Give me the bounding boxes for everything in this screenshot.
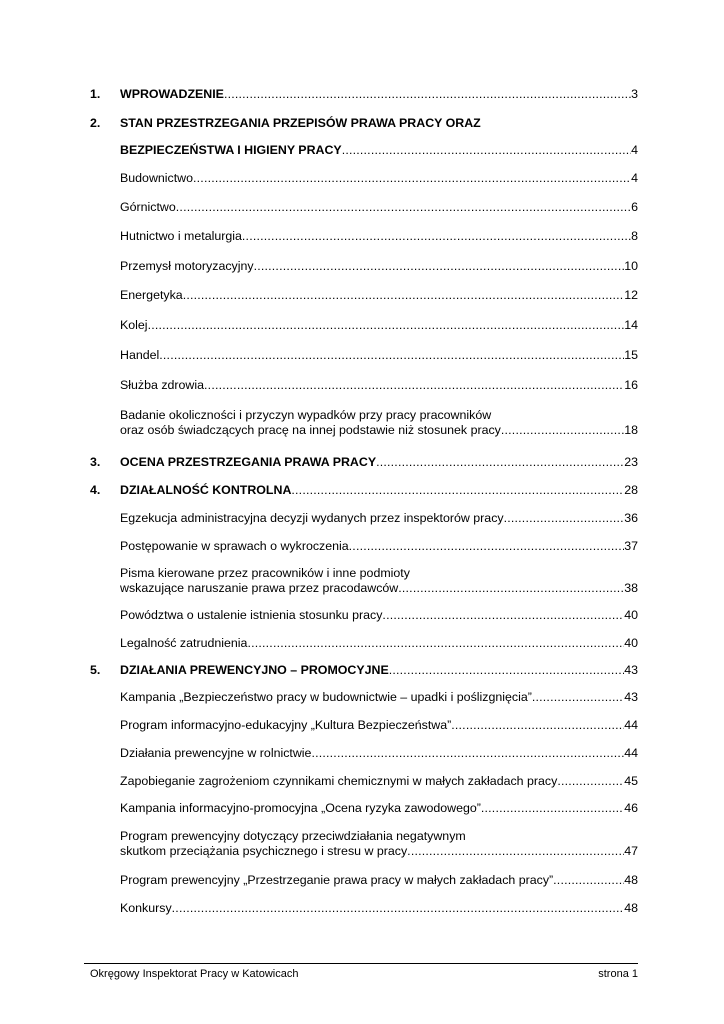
toc-leader-dots bbox=[204, 378, 624, 393]
toc-page-number: 43 bbox=[624, 663, 638, 677]
toc-page-number: 40 bbox=[624, 608, 638, 622]
toc-leader-dots bbox=[148, 318, 625, 333]
toc-page-number: 28 bbox=[624, 483, 638, 497]
toc-entry[interactable] bbox=[90, 774, 638, 789]
toc-entry[interactable] bbox=[90, 378, 638, 393]
toc-entry[interactable] bbox=[90, 690, 638, 705]
toc-page-number: 10 bbox=[624, 259, 638, 273]
toc-entry[interactable] bbox=[90, 288, 638, 303]
toc-entry[interactable] bbox=[90, 636, 638, 651]
toc-page-number: 4 bbox=[631, 171, 638, 185]
toc-entry-number: 3. bbox=[90, 455, 101, 469]
toc-entry[interactable] bbox=[90, 663, 638, 678]
toc-leader-dots bbox=[183, 288, 625, 303]
toc-entry-title: oraz osób świadczących pracę na innej podstawie niż stosunek pracy bbox=[120, 423, 501, 437]
toc-entry-title: skutkom przeciążania psychicznego i stresu w pracy bbox=[120, 844, 408, 858]
toc-entry-title: Program prewencyjny „Przestrzeganie prawa pracy w małych zakładach pracy” bbox=[120, 873, 554, 887]
toc-leader-dots bbox=[553, 873, 624, 888]
toc-leader-dots bbox=[382, 608, 624, 623]
toc-leader-dots bbox=[407, 844, 624, 859]
footer-page-number: strona 1 bbox=[598, 968, 638, 980]
toc-entry[interactable] bbox=[90, 408, 638, 438]
toc-page-number: 40 bbox=[624, 636, 638, 650]
toc-entry[interactable] bbox=[90, 200, 638, 215]
toc-entry-title: Górnictwo bbox=[120, 200, 176, 214]
toc-leader-dots bbox=[159, 348, 624, 363]
toc-entry-number: 5. bbox=[90, 663, 101, 677]
toc-entry[interactable] bbox=[90, 873, 638, 888]
toc-page-number: 6 bbox=[631, 200, 638, 214]
toc-entry[interactable] bbox=[90, 483, 638, 498]
toc-leader-dots bbox=[532, 690, 624, 705]
toc-entry-title: Handel bbox=[120, 348, 160, 362]
toc-entry-title: DZIAŁALNOŚĆ KONTROLNA bbox=[120, 483, 292, 497]
toc-entry-title: Legalność zatrudnienia bbox=[120, 636, 248, 650]
toc-entry-number: 4. bbox=[90, 483, 101, 497]
toc-page-number: 43 bbox=[624, 690, 638, 704]
toc-page-number: 48 bbox=[624, 901, 638, 915]
toc-page-number: 46 bbox=[624, 801, 638, 815]
toc-leader-dots bbox=[311, 746, 624, 761]
toc-entry[interactable] bbox=[90, 87, 638, 102]
toc-page-number: 45 bbox=[624, 774, 638, 788]
toc-entry[interactable] bbox=[90, 229, 638, 244]
toc-entry[interactable] bbox=[90, 608, 638, 623]
toc-entry-title: STAN PRZESTRZEGANIA PRZEPISÓW PRAWA PRACY ORAZ bbox=[120, 116, 481, 130]
toc-entry-title: wskazujące naruszanie prawa przez pracodawców bbox=[120, 581, 399, 595]
toc-entry-title: Działania prewencyjne w rolnictwie bbox=[120, 746, 312, 760]
toc-entry-title: Postępowanie w sprawach o wykroczenia bbox=[120, 539, 349, 553]
toc-leader-dots bbox=[501, 423, 624, 438]
toc-entry-title: WPROWADZENIE bbox=[120, 87, 224, 101]
toc-entry-number: 1. bbox=[90, 87, 101, 101]
toc-entry-number: 2. bbox=[90, 116, 101, 130]
toc-page-number: 36 bbox=[624, 511, 638, 525]
toc-leader-dots bbox=[398, 581, 624, 596]
toc-page-number: 18 bbox=[624, 423, 638, 437]
toc-leader-dots bbox=[224, 87, 631, 102]
toc-leader-dots bbox=[176, 200, 631, 215]
toc-entry[interactable] bbox=[90, 259, 638, 274]
toc-leader-dots bbox=[254, 259, 625, 274]
toc-page-number: 3 bbox=[631, 87, 638, 101]
page-footer bbox=[84, 963, 638, 980]
toc-entry[interactable] bbox=[90, 348, 638, 363]
toc-leader-dots bbox=[389, 663, 624, 678]
toc-page-number: 12 bbox=[624, 288, 638, 302]
toc-entry[interactable] bbox=[90, 539, 638, 554]
toc-page-number: 37 bbox=[624, 539, 638, 553]
toc-entry[interactable] bbox=[90, 143, 638, 158]
toc-entry[interactable] bbox=[90, 455, 638, 470]
toc-entry[interactable] bbox=[90, 829, 638, 859]
toc-entry[interactable] bbox=[90, 171, 638, 186]
toc-entry-title: Powództwa o ustalenie istnienia stosunku pracy bbox=[120, 608, 383, 622]
toc-leader-dots bbox=[291, 483, 624, 498]
toc-entry[interactable] bbox=[90, 116, 638, 131]
toc-page-number: 16 bbox=[624, 378, 638, 392]
toc-entry-title: Konkursy bbox=[120, 901, 172, 915]
toc-leader-dots bbox=[376, 455, 624, 470]
toc-page-number: 8 bbox=[631, 229, 638, 243]
toc-entry-title: Budownictwo bbox=[120, 171, 194, 185]
toc-page-number: 44 bbox=[624, 718, 638, 732]
toc-entry-title: BEZPIECZEŃSTWA I HIGIENY PRACY bbox=[120, 143, 342, 157]
toc-entry-title: DZIAŁANIA PREWENCYJNO – PROMOCYJNE bbox=[120, 663, 389, 677]
toc-page-number: 38 bbox=[624, 581, 638, 595]
toc-entry-title: Badanie okoliczności i przyczyn wypadków przy pracy pracowników bbox=[120, 408, 492, 422]
toc-page-number: 14 bbox=[624, 318, 638, 332]
toc-entry-title: OCENA PRZESTRZEGANIA PRAWA PRACY bbox=[120, 455, 377, 469]
toc-entry[interactable] bbox=[90, 566, 638, 596]
toc-entry-title: Kolej bbox=[120, 318, 148, 332]
toc-entry-title: Zapobieganie zagrożeniom czynnikami chemicznymi w małych zakładach pracy bbox=[120, 774, 558, 788]
toc-entry-title: Program informacyjno-edukacyjny „Kultura Bezpieczeństwa” bbox=[120, 718, 452, 732]
toc-leader-dots bbox=[481, 801, 624, 816]
toc-leader-dots bbox=[342, 143, 631, 158]
toc-entry-title: Kampania „Bezpieczeństwo pracy w budownictwie – upadki i poślizgnięcia” bbox=[120, 690, 532, 704]
toc-entry[interactable] bbox=[90, 718, 638, 733]
toc-entry-title: Program prewencyjny dotyczący przeciwdziałania negatywnym bbox=[120, 829, 466, 843]
toc-page-number: 4 bbox=[631, 143, 638, 157]
toc-page-number: 48 bbox=[624, 873, 638, 887]
toc-entry-title: Pisma kierowane przez pracowników i inne podmioty bbox=[120, 566, 410, 580]
footer-organization: Okręgowy Inspektorat Pracy w Katowicach bbox=[90, 968, 299, 980]
toc-entry[interactable] bbox=[90, 318, 638, 333]
toc-page-number: 44 bbox=[624, 746, 638, 760]
toc-page-number: 47 bbox=[624, 844, 638, 858]
toc-leader-dots bbox=[349, 539, 625, 554]
toc-entry-title: Hutnictwo i metalurgia bbox=[120, 229, 242, 243]
toc-entry[interactable] bbox=[90, 746, 638, 761]
toc-entry[interactable] bbox=[90, 801, 638, 816]
toc-leader-dots bbox=[557, 774, 624, 789]
toc-entry-title: Egzekucja administracyjna decyzji wydanych przez inspektorów pracy bbox=[120, 511, 504, 525]
toc-page-number: 23 bbox=[624, 455, 638, 469]
toc-leader-dots bbox=[193, 171, 631, 186]
toc-entry[interactable] bbox=[90, 511, 638, 526]
toc-page-number: 15 bbox=[624, 348, 638, 362]
toc-entry-title: Służba zdrowia bbox=[120, 378, 205, 392]
toc-entry[interactable] bbox=[90, 901, 638, 916]
toc-entry-title: Przemysł motoryzacyjny bbox=[120, 259, 254, 273]
toc-leader-dots bbox=[451, 718, 624, 733]
toc-entry-title: Energetyka bbox=[120, 288, 183, 302]
toc-leader-dots bbox=[247, 636, 624, 651]
toc-leader-dots bbox=[242, 229, 631, 244]
toc-leader-dots bbox=[172, 901, 625, 916]
toc-entry-title: Kampania informacyjno-promocyjna „Ocena ryzyka zawodowego” bbox=[120, 801, 481, 815]
toc-leader-dots bbox=[504, 511, 625, 526]
